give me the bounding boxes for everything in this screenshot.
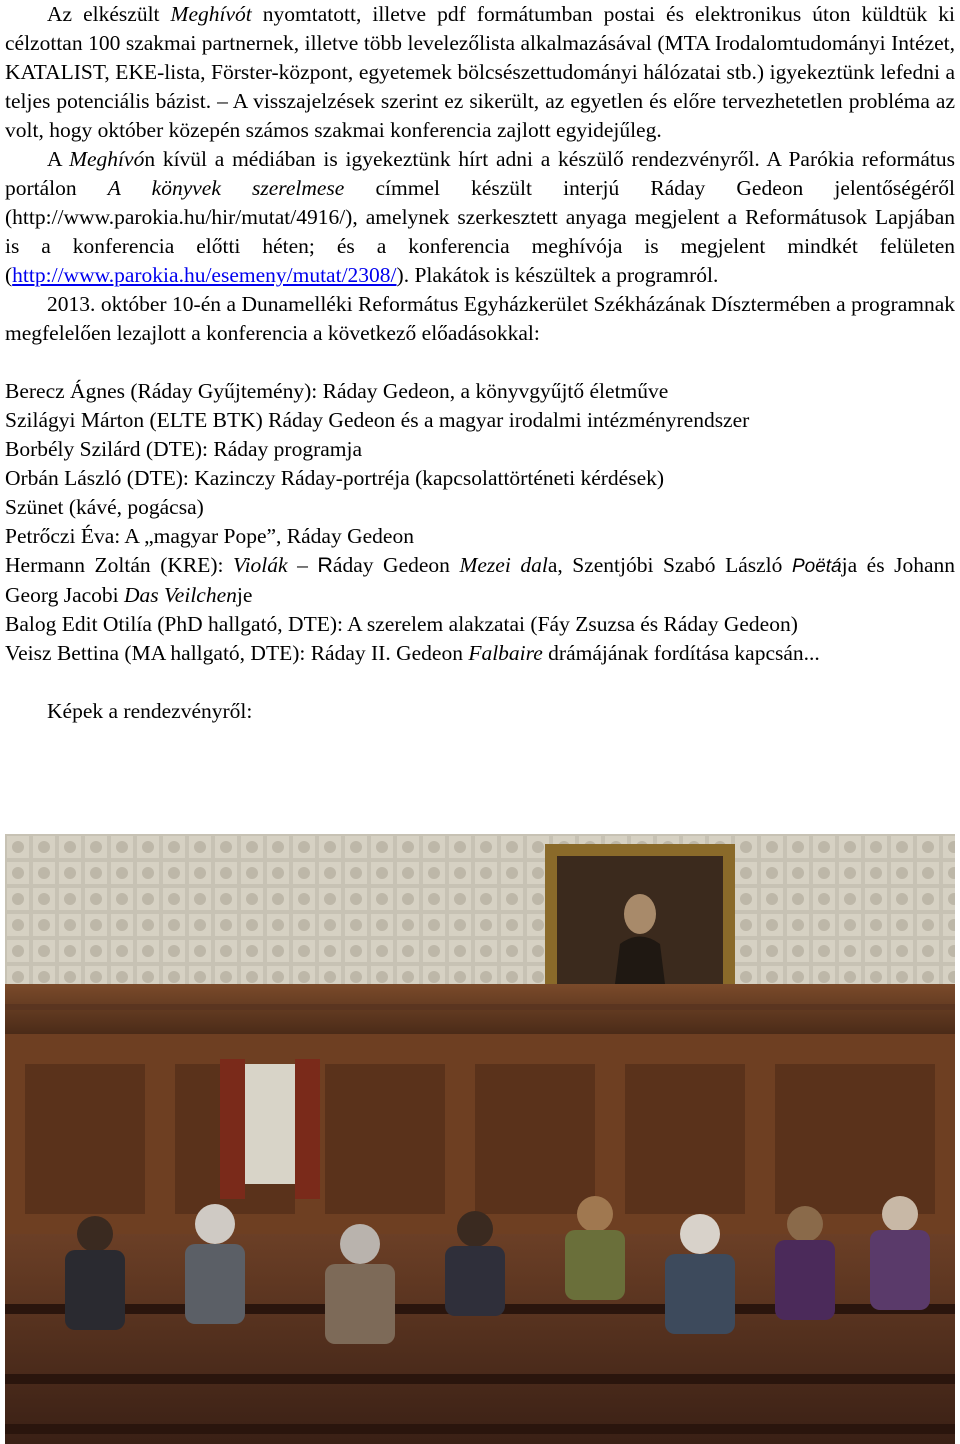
paragraph-media: A Meghívón kívül a médiában is igyekeztünk hírt adni a készülő rendezvényről. A Parókia református portálon A könyvek szerelmese címmel készült interjú Ráday Gedeon jelentőségéről (http://www.parokia.hu/hir/mutat/4916/), amelynek szerkesztett anyaga megjelent a Reformátusok Lapjában is a konferencia előtti héten; és a konferencia meghívója is megjelent mindkét felületen (http://www.parokia.hu/esemeny/mutat/2308/). Plakátok is készültek a programról. (5, 147, 956, 287)
program-list (5, 377, 955, 668)
program-item: Balog Edit Otilía (PhD hallgató, DTE): A szerelem alakzatai (Fáy Zsuzsa és Ráday Gedeon) (5, 612, 798, 636)
conference-hall-photo (5, 834, 955, 1444)
images-caption: Képek a rendezvényről: (47, 699, 253, 723)
paragraph-conference: 2013. október 10-én a Dunamelléki Református Egyházkerület Székházának Dísztermében a programnak megfelelően lezajlott a konferencia a következő előadásokkal: (5, 292, 955, 345)
photo-illustration (5, 834, 955, 1444)
program-item: Orbán László (DTE): Kazinczy Ráday-portréja (kapcsolattörténeti kérdések) (5, 466, 665, 490)
program-item: Berecz Ágnes (Ráday Gyűjtemény): Ráday Gedeon, a könyvgyűjtő életműve (5, 379, 669, 403)
program-item: Petrőczi Éva: A „magyar Pope”, Ráday Gedeon (5, 524, 414, 548)
program-item: Szilágyi Márton (ELTE BTK) Ráday Gedeon és a magyar irodalmi intézményrendszer (5, 408, 750, 432)
program-item: Veisz Bettina (MA hallgató, DTE): Ráday II. Gedeon Falbaire drámájának fordítása kapcsán... (5, 641, 820, 665)
event-link[interactable]: http://www.parokia.hu/esemeny/mutat/2308/ (12, 263, 397, 287)
program-item: Borbély Szilárd (DTE): Ráday programja (5, 437, 363, 461)
paragraph-invitation: Az elkészült Meghívót nyomtatott, illetve pdf formátumban postai és elektronikus úton küldtük ki célzottan 100 szakmai partnernek, illetve több levelezőlista alkalmazásával (MTA Irodalomtudományi Intézet, KATALIST, EKE-lista, Förster-központ, egyetemek bölcsészettudományi hálózatai stb.) igyekeztünk lefedni a teljes potenciális bázist. – A visszajelzések szerint ez sikerült, az egyetlen és előre tervezhetetlen probléma az volt, hogy október közepén számos szakmai konferencia zajlott egyidejűleg. (5, 2, 955, 142)
document-page (5, 0, 955, 726)
program-item: Szünet (kávé, pogácsa) (5, 495, 204, 519)
program-item: Hermann Zoltán (KRE): Violák – Ráday Gedeon Mezei dala, Szentjóbi Szabó László Poëtája és Johann Georg Jacobi Das Veilchenje (5, 553, 956, 607)
